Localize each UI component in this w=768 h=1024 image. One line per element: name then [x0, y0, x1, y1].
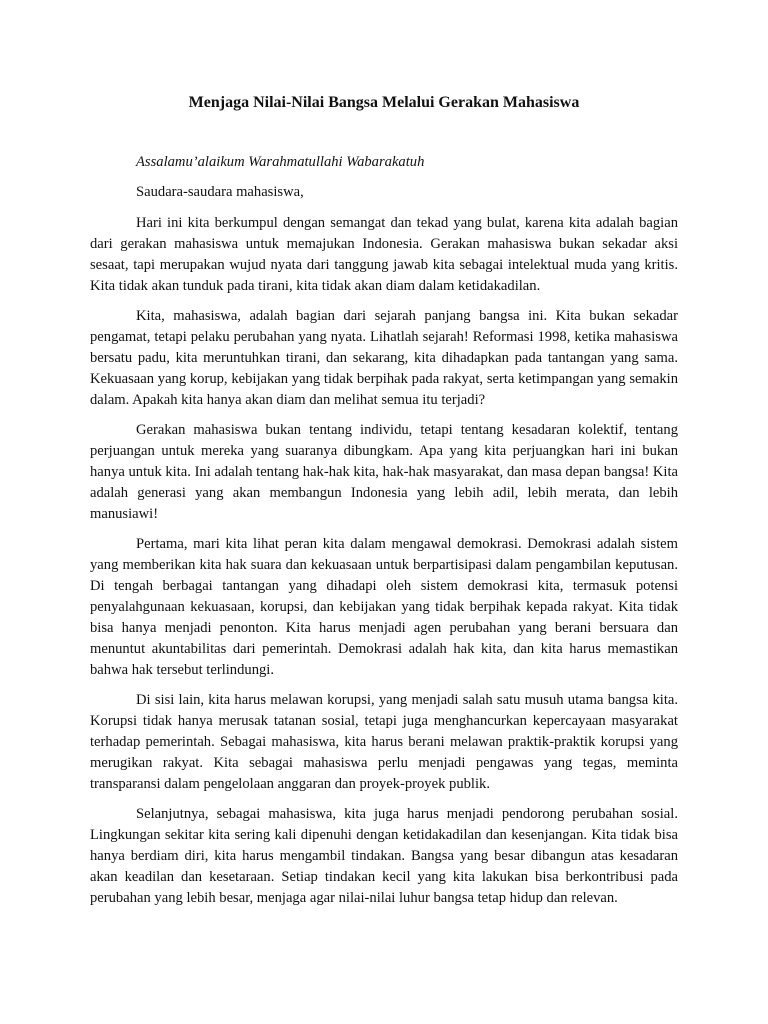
paragraph-3: Gerakan mahasiswa bukan tentang individu, tetapi tentang kesadaran kolektif, tentang perjuangan untuk mereka yang suaranya dibungkam. Apa yang kita perjuangkan hari ini bukan hanya untuk kita. Ini adalah tentang hak-hak kita, hak-hak masyarakat, dan masa depan bangsa! Kita adalah generasi yang akan membangun Indonesia yang lebih adil, lebih merata, dan lebih manusiawi! [90, 422, 678, 522]
paragraph-5: Di sisi lain, kita harus melawan korupsi, yang menjadi salah satu musuh utama bangsa kita. Korupsi tidak hanya merusak tatanan sosial, tetapi juga menghancurkan kepercayaan masyarakat terhadap pemerintah. Sebagai mahasiswa, kita harus berani melawan praktik-praktik korupsi yang merugikan rakyat. Kita sebagai mahasiswa perlu menjadi pengawas yang tegas, meminta transparansi dalam pengelolaan anggaran dan proyek-proyek publik. [90, 692, 678, 792]
page-title: Menjaga Nilai-Nilai Bangsa Melalui Gerakan Mahasiswa [188, 94, 580, 111]
paragraph-4: Pertama, mari kita lihat peran kita dalam mengawal demokrasi. Demokrasi adalah sistem yang memberikan kita hak suara dan kekuasaan untuk berpartisipasi dalam pengambilan keputusan. Di tengah berbagai tantangan yang dihadapi oleh sistem demokrasi kita, termasuk potensi penyalahgunaan kekuasaan, korupsi, dan kebijakan yang tidak berpihak kepada rakyat. Kita tidak bisa hanya menjadi penonton. Kita harus menjadi agen perubahan yang berani bersuara dan menuntut akuntabilitas dari pemerintah. Demokrasi adalah hak kita, dan kita harus memastikan bahwa hak tersebut terlindungi. [90, 536, 678, 678]
paragraph-2: Kita, mahasiswa, adalah bagian dari sejarah panjang bangsa ini. Kita bukan sekadar pengamat, tetapi pelaku perubahan yang nyata. Lihatlah sejarah! Reformasi 1998, ketika mahasiswa bersatu padu, kita meruntuhkan tirani, dan sekarang, kita dihadapkan pada tantangan yang sama. Kekuasaan yang korup, kebijakan yang tidak berpihak pada rakyat, serta ketimpangan yang semakin dalam. Apakah kita hanya akan diam dan melihat semua itu terjadi? [90, 308, 678, 408]
paragraph-6: Selanjutnya, sebagai mahasiswa, kita juga harus menjadi pendorong perubahan sosial. Lingkungan sekitar kita sering kali dipenuhi dengan ketidakadilan dan kesenjangan. Kita tidak bisa hanya berdiam diri, kita harus mengambil tindakan. Bangsa yang besar dibangun atas kesadaran akan keadilan dan kesetaraan. Setiap tindakan kecil yang kita lakukan bisa berkontribusi pada perubahan yang lebih besar, menjaga agar nilai-nilai luhur bangsa tetap hidup dan relevan. [90, 806, 678, 906]
salutation: Saudara-saudara mahasiswa, [136, 184, 304, 200]
greeting: Assalamu’alaikum Warahmatullahi Wabarakatuh [136, 154, 425, 170]
paragraph-1: Hari ini kita berkumpul dengan semangat dan tekad yang bulat, karena kita adalah bagian dari gerakan mahasiswa untuk memajukan Indonesia. Gerakan mahasiswa bukan sekadar aksi sesaat, tapi merupakan wujud nyata dari tanggung jawab kita sebagai intelektual muda yang kritis. Kita tidak akan tunduk pada tirani, kita tidak akan diam dalam ketidakadilan. [90, 215, 678, 294]
